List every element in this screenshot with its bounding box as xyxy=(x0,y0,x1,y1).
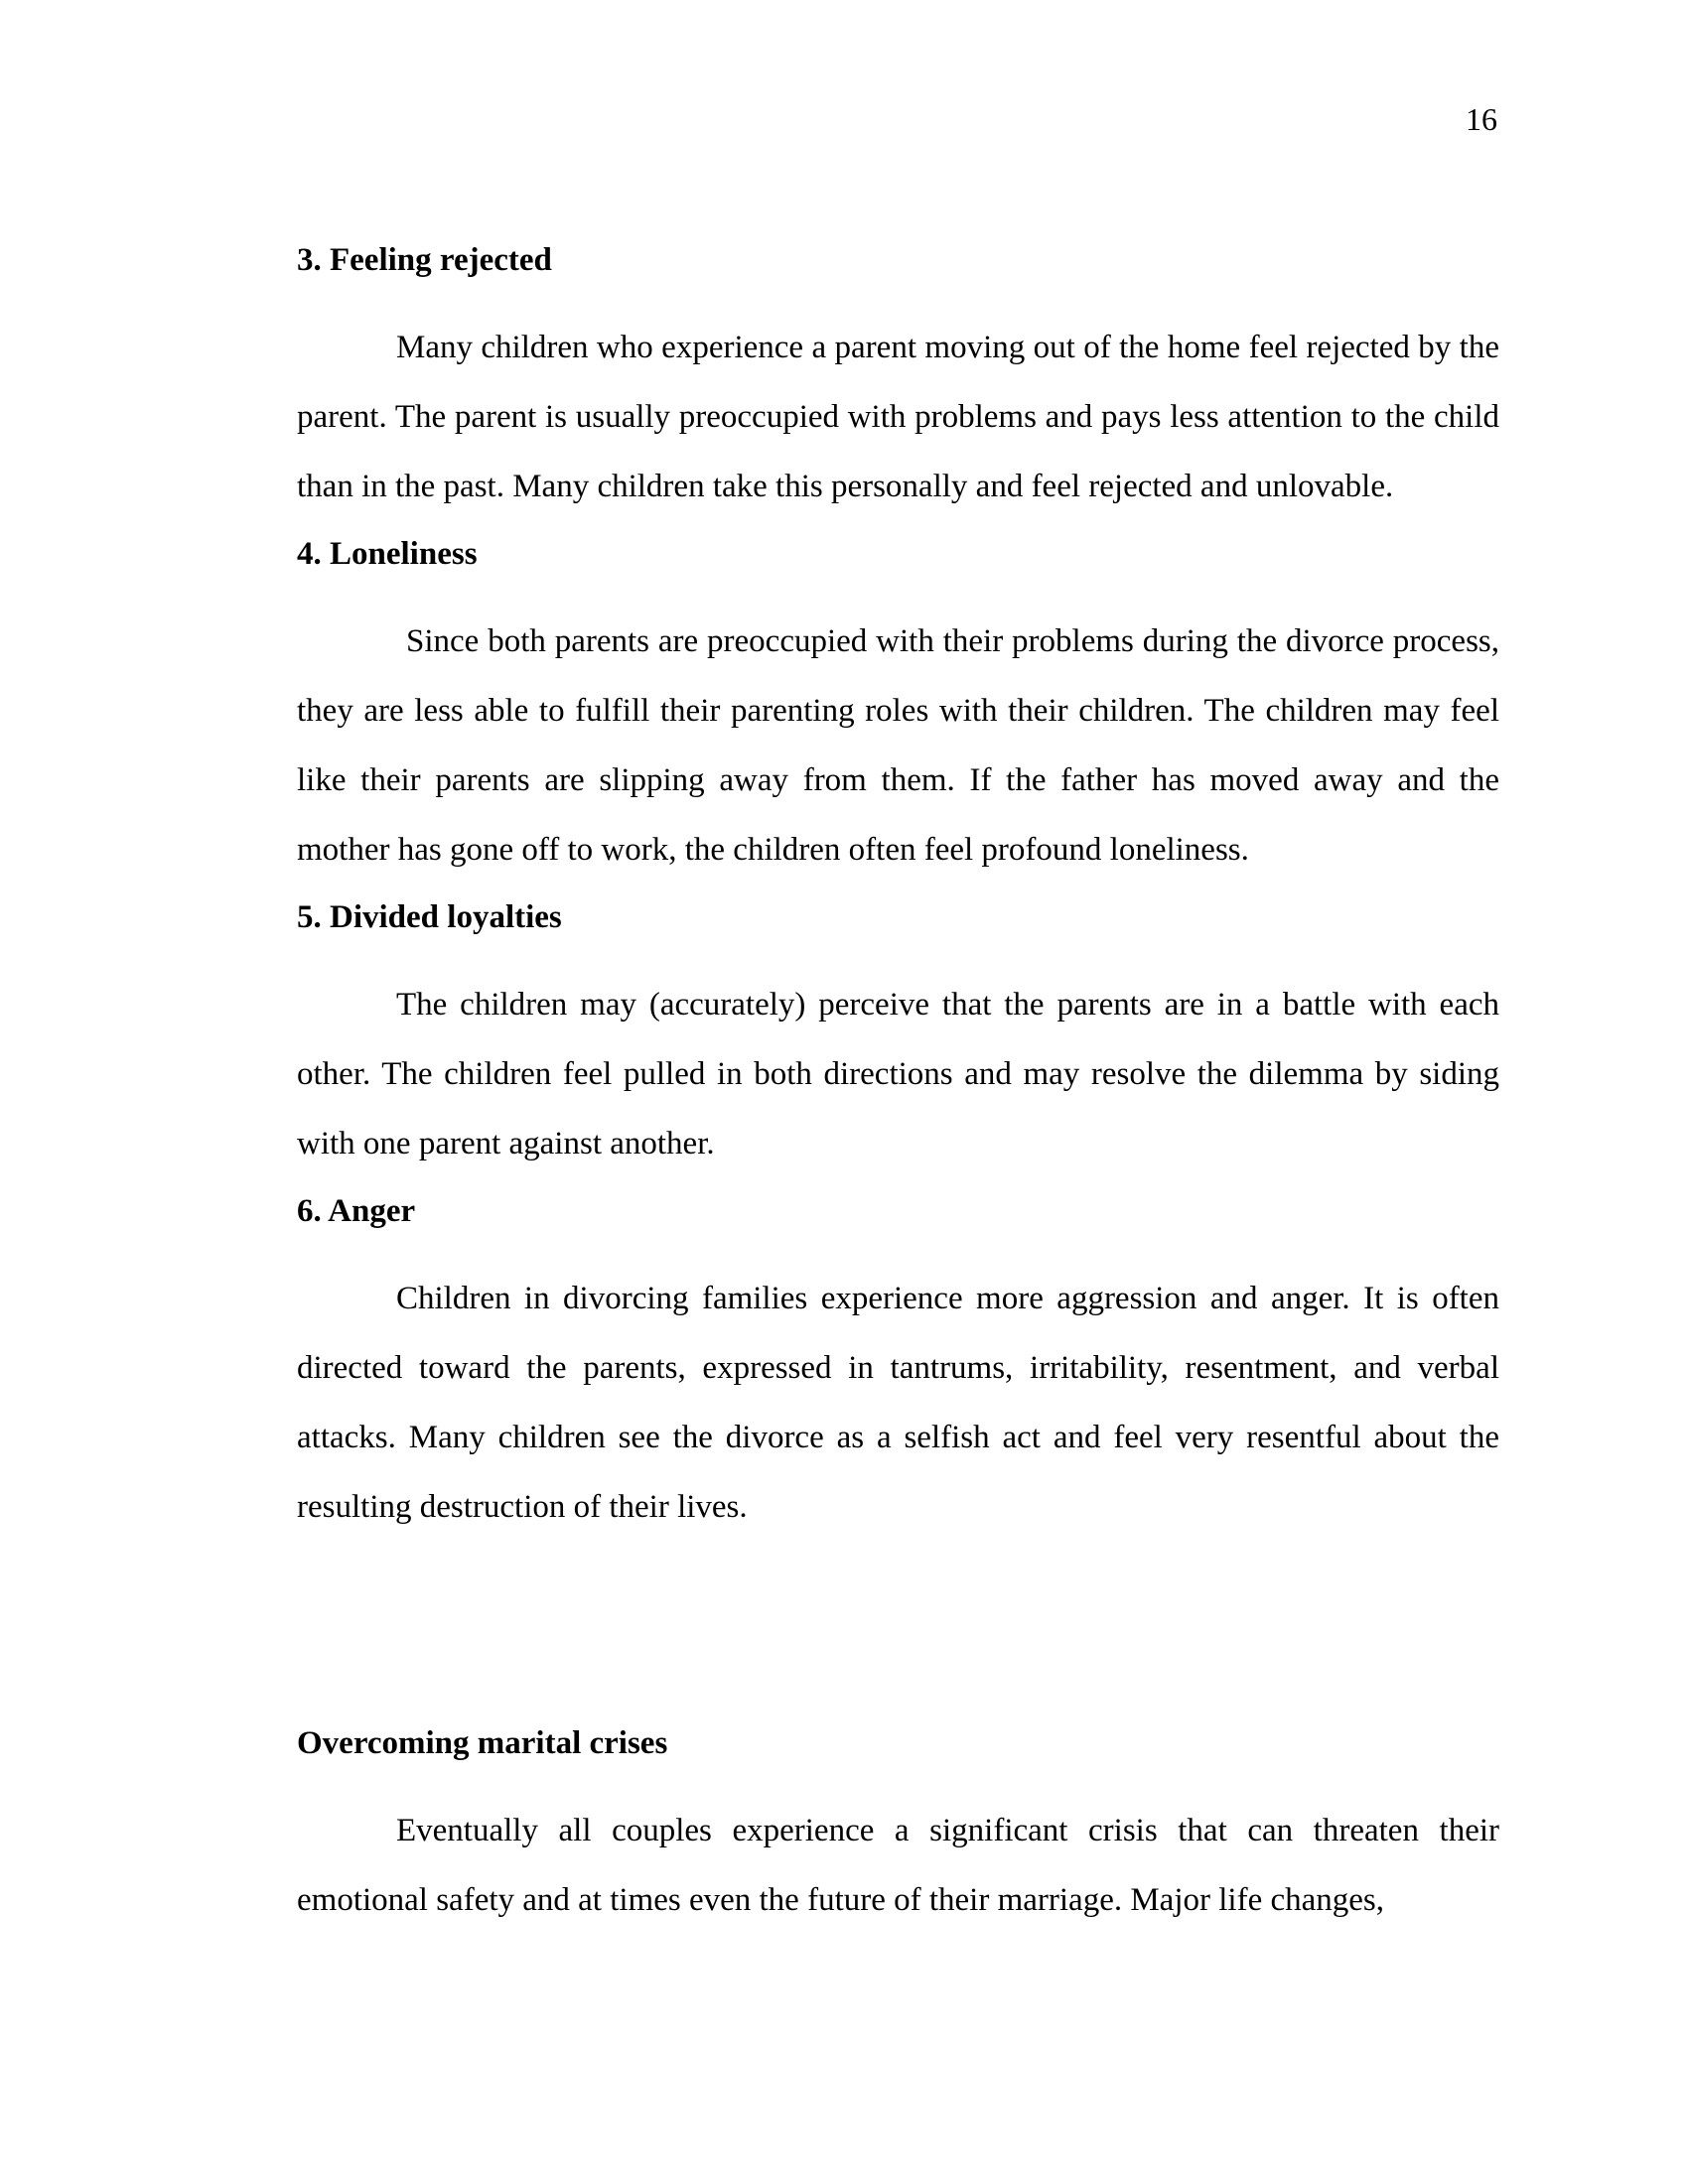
section-paragraph-divided-loyalties: The children may (accurately) perceive that the parents are in a battle with each other. The children feel pulled in both directions and may resolve the dilemma by siding with one parent against another. xyxy=(297,987,1499,1161)
section-paragraph-anger: Children in divorcing families experience more aggression and anger. It is often directed toward the parents, expressed in tantrums, irritability, resentment, and verbal attacks. Many children see the divorce as a selfish act and feel very resentful about the resulting destruction of their lives. xyxy=(297,1281,1499,1525)
section-heading-feeling-rejected: 3. Feeling rejected xyxy=(297,242,552,278)
document-body xyxy=(297,235,1499,1943)
section-spacer xyxy=(297,1550,1499,1718)
section-heading-overcoming-marital-crises: Overcoming marital crises xyxy=(297,1725,668,1761)
section-heading-anger: 6. Anger xyxy=(297,1193,416,1229)
section-paragraph-loneliness: Since both parents are preoccupied with their problems during the divorce process, they are less able to fulfill their parenting roles with their children. The children may feel like their parents are slipping away from them. If the father has moved away and the mother has gone off to work, the children often feel profound loneliness. xyxy=(297,623,1499,868)
page-number: 16 xyxy=(1466,101,1497,137)
section-paragraph-overcoming-marital-crises: Eventually all couples experience a significant crisis that can threaten their emotional safety and at times even the future of their marriage. Major life changes, xyxy=(297,1813,1499,1918)
section-heading-divided-loyalties: 5. Divided loyalties xyxy=(297,899,562,935)
section-paragraph-feeling-rejected: Many children who experience a parent moving out of the home feel rejected by the parent. The parent is usually preoccupied with problems and pays less attention to the child than in the past. Many children take this personally and feel rejected and unlovable. xyxy=(297,330,1499,504)
section-heading-loneliness: 4. Loneliness xyxy=(297,536,478,572)
